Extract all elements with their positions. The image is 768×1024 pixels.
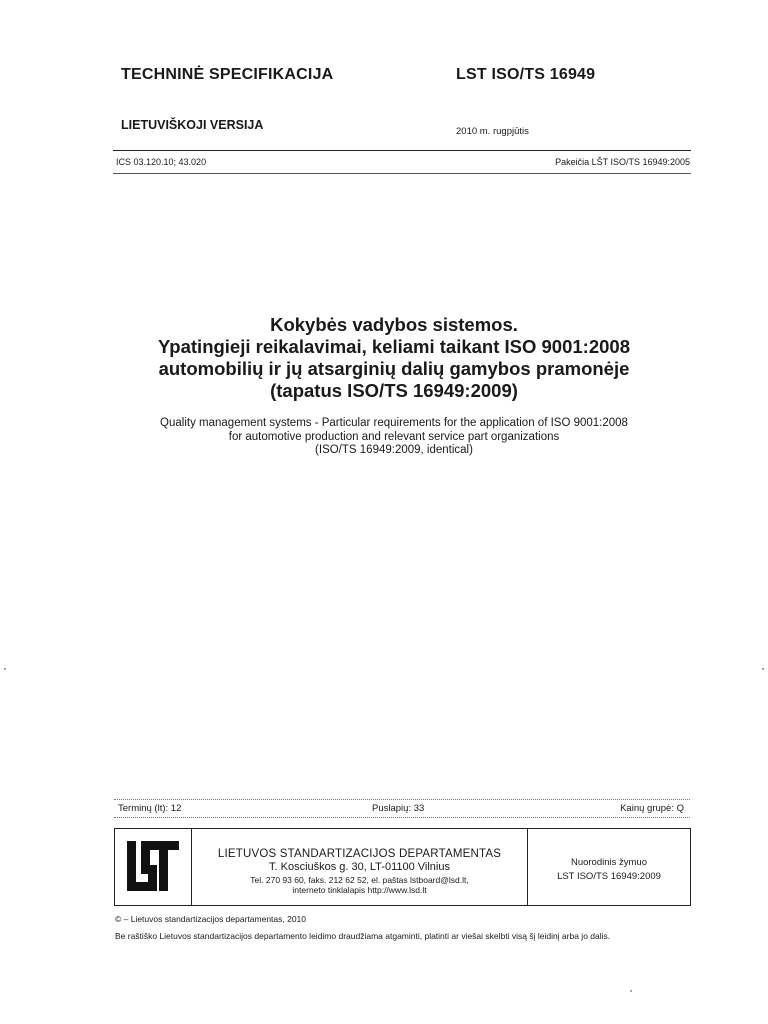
subtitle-line: Quality management systems - Particular requirements for the application of ISO 9001:2008	[160, 417, 628, 429]
subtitle-line: (ISO/TS 16949:2009, identical)	[315, 444, 473, 456]
reference-cell	[528, 829, 690, 905]
title-line: (tapatus ISO/TS 16949:2009)	[270, 380, 518, 401]
replaces-note: Pakeičia LŠT ISO/TS 16949:2005	[555, 157, 690, 167]
page-count: Puslapių: 33	[372, 803, 425, 814]
ics-code: ICS 03.120.10; 43.020	[116, 157, 207, 167]
publisher-box	[114, 828, 691, 906]
title-line: automobilių ir jų atsarginių dalių gamybos pramonėje	[158, 358, 630, 379]
language-version: LIETUVIŠKOJI VERSIJA	[121, 118, 264, 132]
lst-logo-icon	[115, 829, 191, 905]
scan-speck	[762, 668, 764, 670]
copyright-line: © – Lietuvos standartizacijos departamentas, 2010	[115, 914, 307, 924]
terms-count: Terminų (lt): 12	[118, 803, 182, 814]
publisher-name: LIETUVOS STANDARTIZACIJOS DEPARTAMENTAS	[217, 848, 502, 860]
reproduction-notice: Be raštiško Lietuvos standartizacijos departamento leidimo draudžiama atgaminti, platinti ar viešai skelbti visą šį leidinį arba jo dalis.	[115, 931, 611, 941]
ics-divider	[113, 173, 691, 174]
reference-code: LST ISO/TS 16949:2009	[557, 871, 661, 882]
title-line: Kokybės vadybos sistemos.	[270, 314, 518, 335]
scan-speck	[630, 990, 632, 992]
scan-speck	[4, 668, 6, 670]
title-line: Ypatingieji reikalavimai, keliami taikant ISO 9001:2008	[157, 336, 630, 357]
meta-bottom-border	[114, 817, 690, 818]
meta-row	[114, 800, 690, 816]
subtitle-line: for automotive production and relevant service part organizations	[228, 430, 560, 443]
publisher-website: interneto tinklalapis http://www.lsd.lt	[292, 885, 427, 895]
publisher-contacts: Tel. 270 93 60, faks. 212 62 52, el. paštas lstboard@lsd.lt,	[250, 875, 469, 885]
lst-logo	[115, 829, 192, 905]
document-code: LST ISO/TS 16949	[456, 66, 596, 83]
document-title	[120, 314, 668, 402]
publisher-address: T. Kosciuškos g. 30, LT-01100 Vilnius	[269, 861, 450, 873]
header-divider	[113, 150, 691, 151]
document-type: TECHNINĖ SPECIFIKACIJA	[121, 66, 334, 83]
publisher-info	[192, 829, 528, 905]
reference-label: Nuorodinis žymuo	[570, 857, 648, 868]
price-group: Kainų grupė: Q	[620, 803, 684, 814]
publication-date: 2010 m. rugpjūtis	[456, 126, 529, 137]
english-title	[120, 417, 668, 458]
